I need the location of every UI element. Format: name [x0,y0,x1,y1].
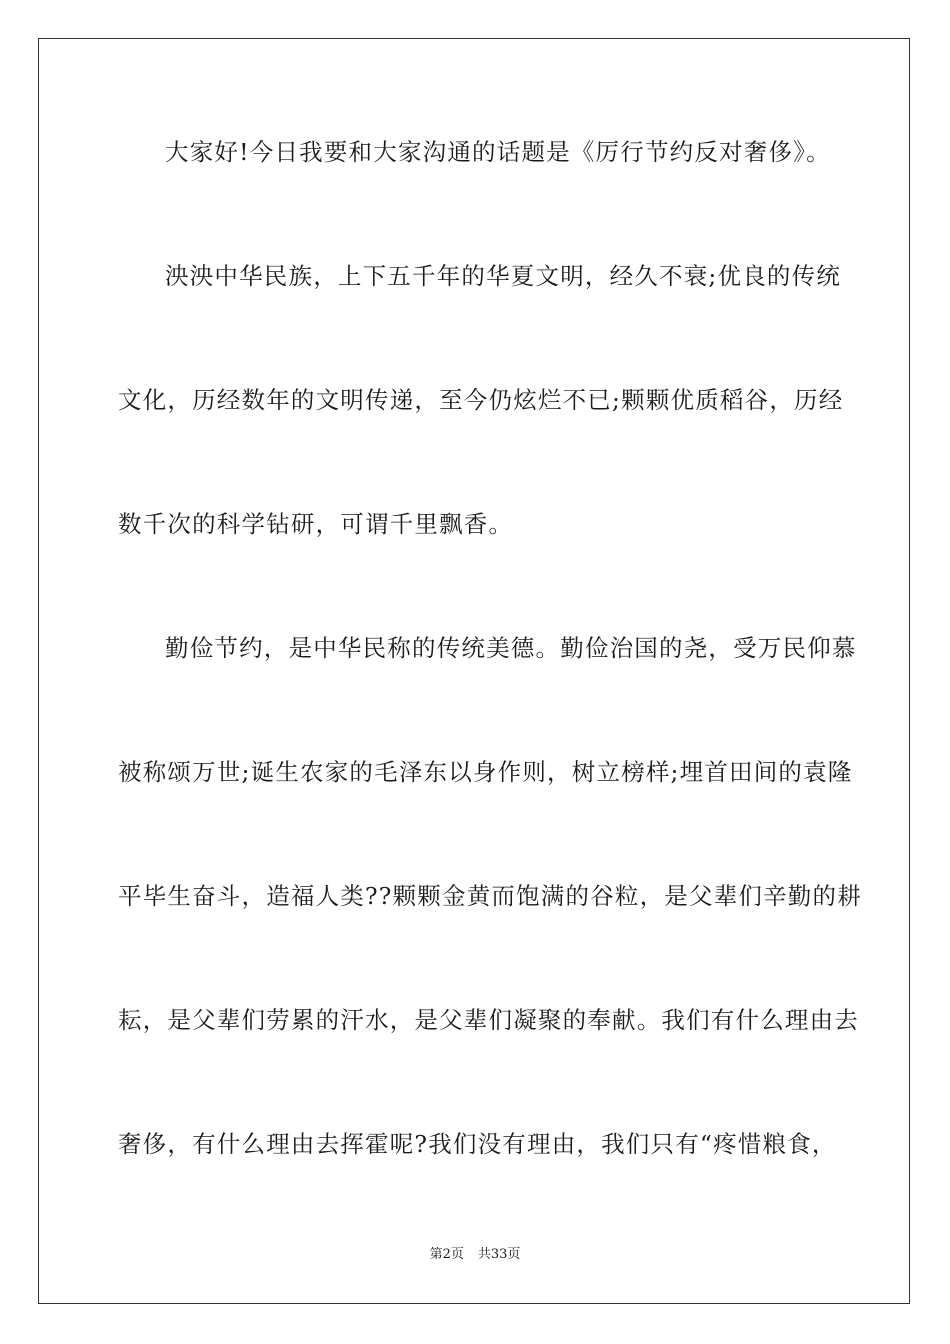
text-line: 平毕生奋斗，造福人类??颗颗金黄而饱满的谷粒，是父辈们辛勤的耕 [118,882,862,910]
text-line: 奢侈，有什么理由去挥霍呢?我们没有理由，我们只有“疼惜粮食， [118,1130,837,1158]
text-line: 大家好!今日我要和大家沟通的话题是《厉行节约反对奢侈》。 [165,138,831,166]
text-line: 被称颂万世;诞生农家的毛泽东以身作则，树立榜样;埋首田间的袁隆 [118,758,853,786]
page-frame [38,38,910,1304]
text-line: 文化，历经数年的文明传递，至今仍炫烂不已;颗颗优质稻谷，历经 [118,386,844,414]
total-pages: 共33页 [477,1247,521,1262]
page-number: 第2页 [429,1247,464,1262]
text-line: 耘，是父辈们劳累的汗水，是父辈们凝聚的奉献。我们有什么理由去 [118,1006,859,1034]
text-line: 数千次的科学钻研，可谓千里飘香。 [118,510,514,538]
text-line: 勤俭节约，是中华民称的传统美德。勤俭治国的尧，受万民仰慕 [165,634,857,662]
page-footer [0,1246,950,1264]
text-line: 泱泱中华民族，上下五千年的华夏文明，经久不衰;优良的传统 [165,262,842,290]
